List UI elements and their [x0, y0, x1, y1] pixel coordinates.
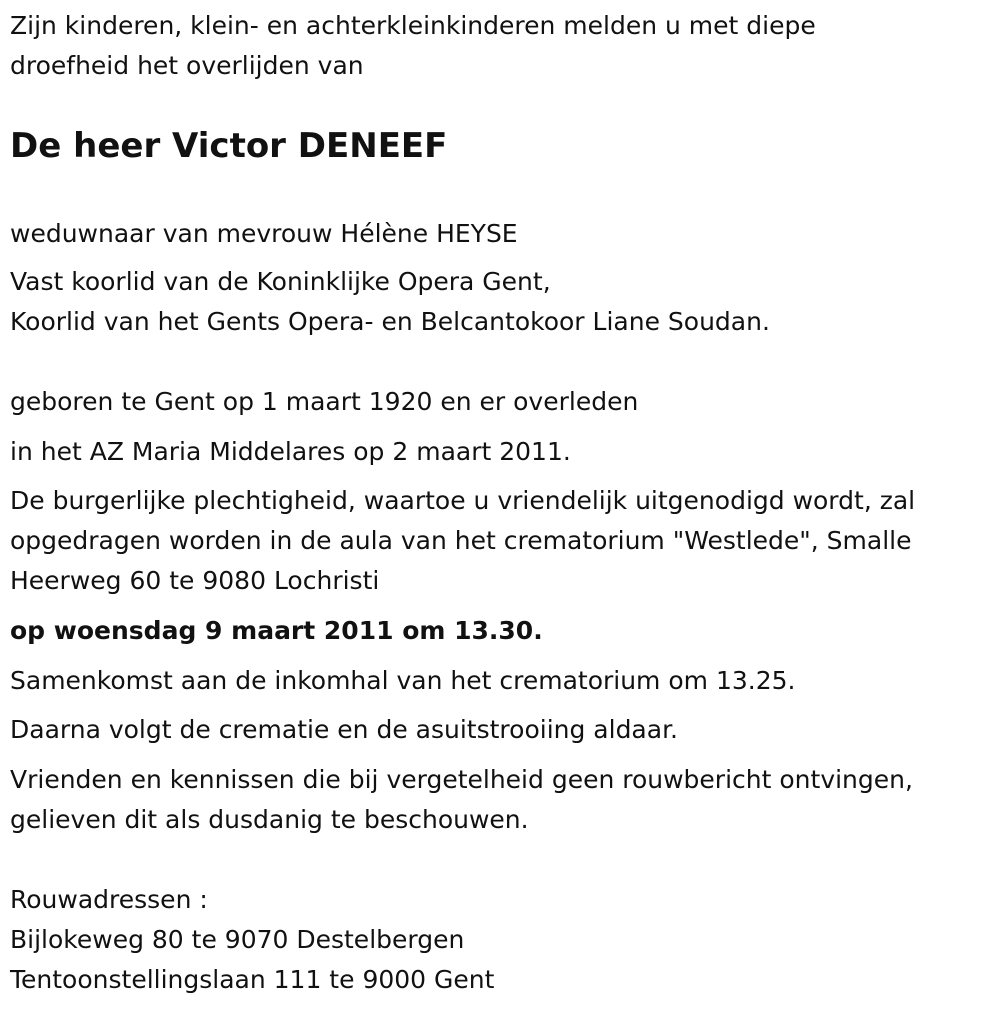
ceremony-line-1: De burgerlijke plechtigheid, waartoe u vriendelijk uitgenodigd wordt, zal [10, 486, 916, 515]
address-line-1: Bijlokeweg 80 te 9070 Destelbergen [10, 925, 465, 954]
gathering-line: Samenkomst aan de inkomhal van het crematorium om 13.25. [10, 666, 796, 695]
intro-line-2: droefheid het overlijden van [10, 51, 364, 80]
ceremony-line-2: opgedragen worden in de aula van het crematorium "Westlede", Smalle [10, 526, 912, 555]
addresses-title: Rouwadressen : [10, 885, 208, 914]
deceased-name: De heer Victor DENEEF [10, 126, 448, 166]
ceremony-line-3: Heerweg 60 te 9080 Lochristi [10, 566, 380, 595]
ceremony-date: op woensdag 9 maart 2011 om 13.30. [10, 616, 543, 645]
birth-line: geboren te Gent op 1 maart 1920 en er overleden [10, 387, 639, 416]
notice-line-1: Vrienden en kennissen die bij vergetelheid geen rouwbericht ontvingen, [10, 765, 913, 794]
cremation-line: Daarna volgt de crematie en de asuitstrooiing aldaar. [10, 715, 679, 744]
notice-line-2: gelieven dit als dusdanig te beschouwen. [10, 805, 529, 834]
death-line: in het AZ Maria Middelares op 2 maart 2011. [10, 437, 571, 466]
role-line-1: Vast koorlid van de Koninklijke Opera Gent, [10, 267, 551, 296]
intro-line-1: Zijn kinderen, klein- en achterkleinkinderen melden u met diepe [10, 11, 816, 40]
address-line-2: Tentoonstellingslaan 111 te 9000 Gent [10, 965, 495, 994]
role-line-2: Koorlid van het Gents Opera- en Belcantokoor Liane Soudan. [10, 307, 770, 336]
widower-line: weduwnaar van mevrouw Hélène HEYSE [10, 219, 518, 248]
